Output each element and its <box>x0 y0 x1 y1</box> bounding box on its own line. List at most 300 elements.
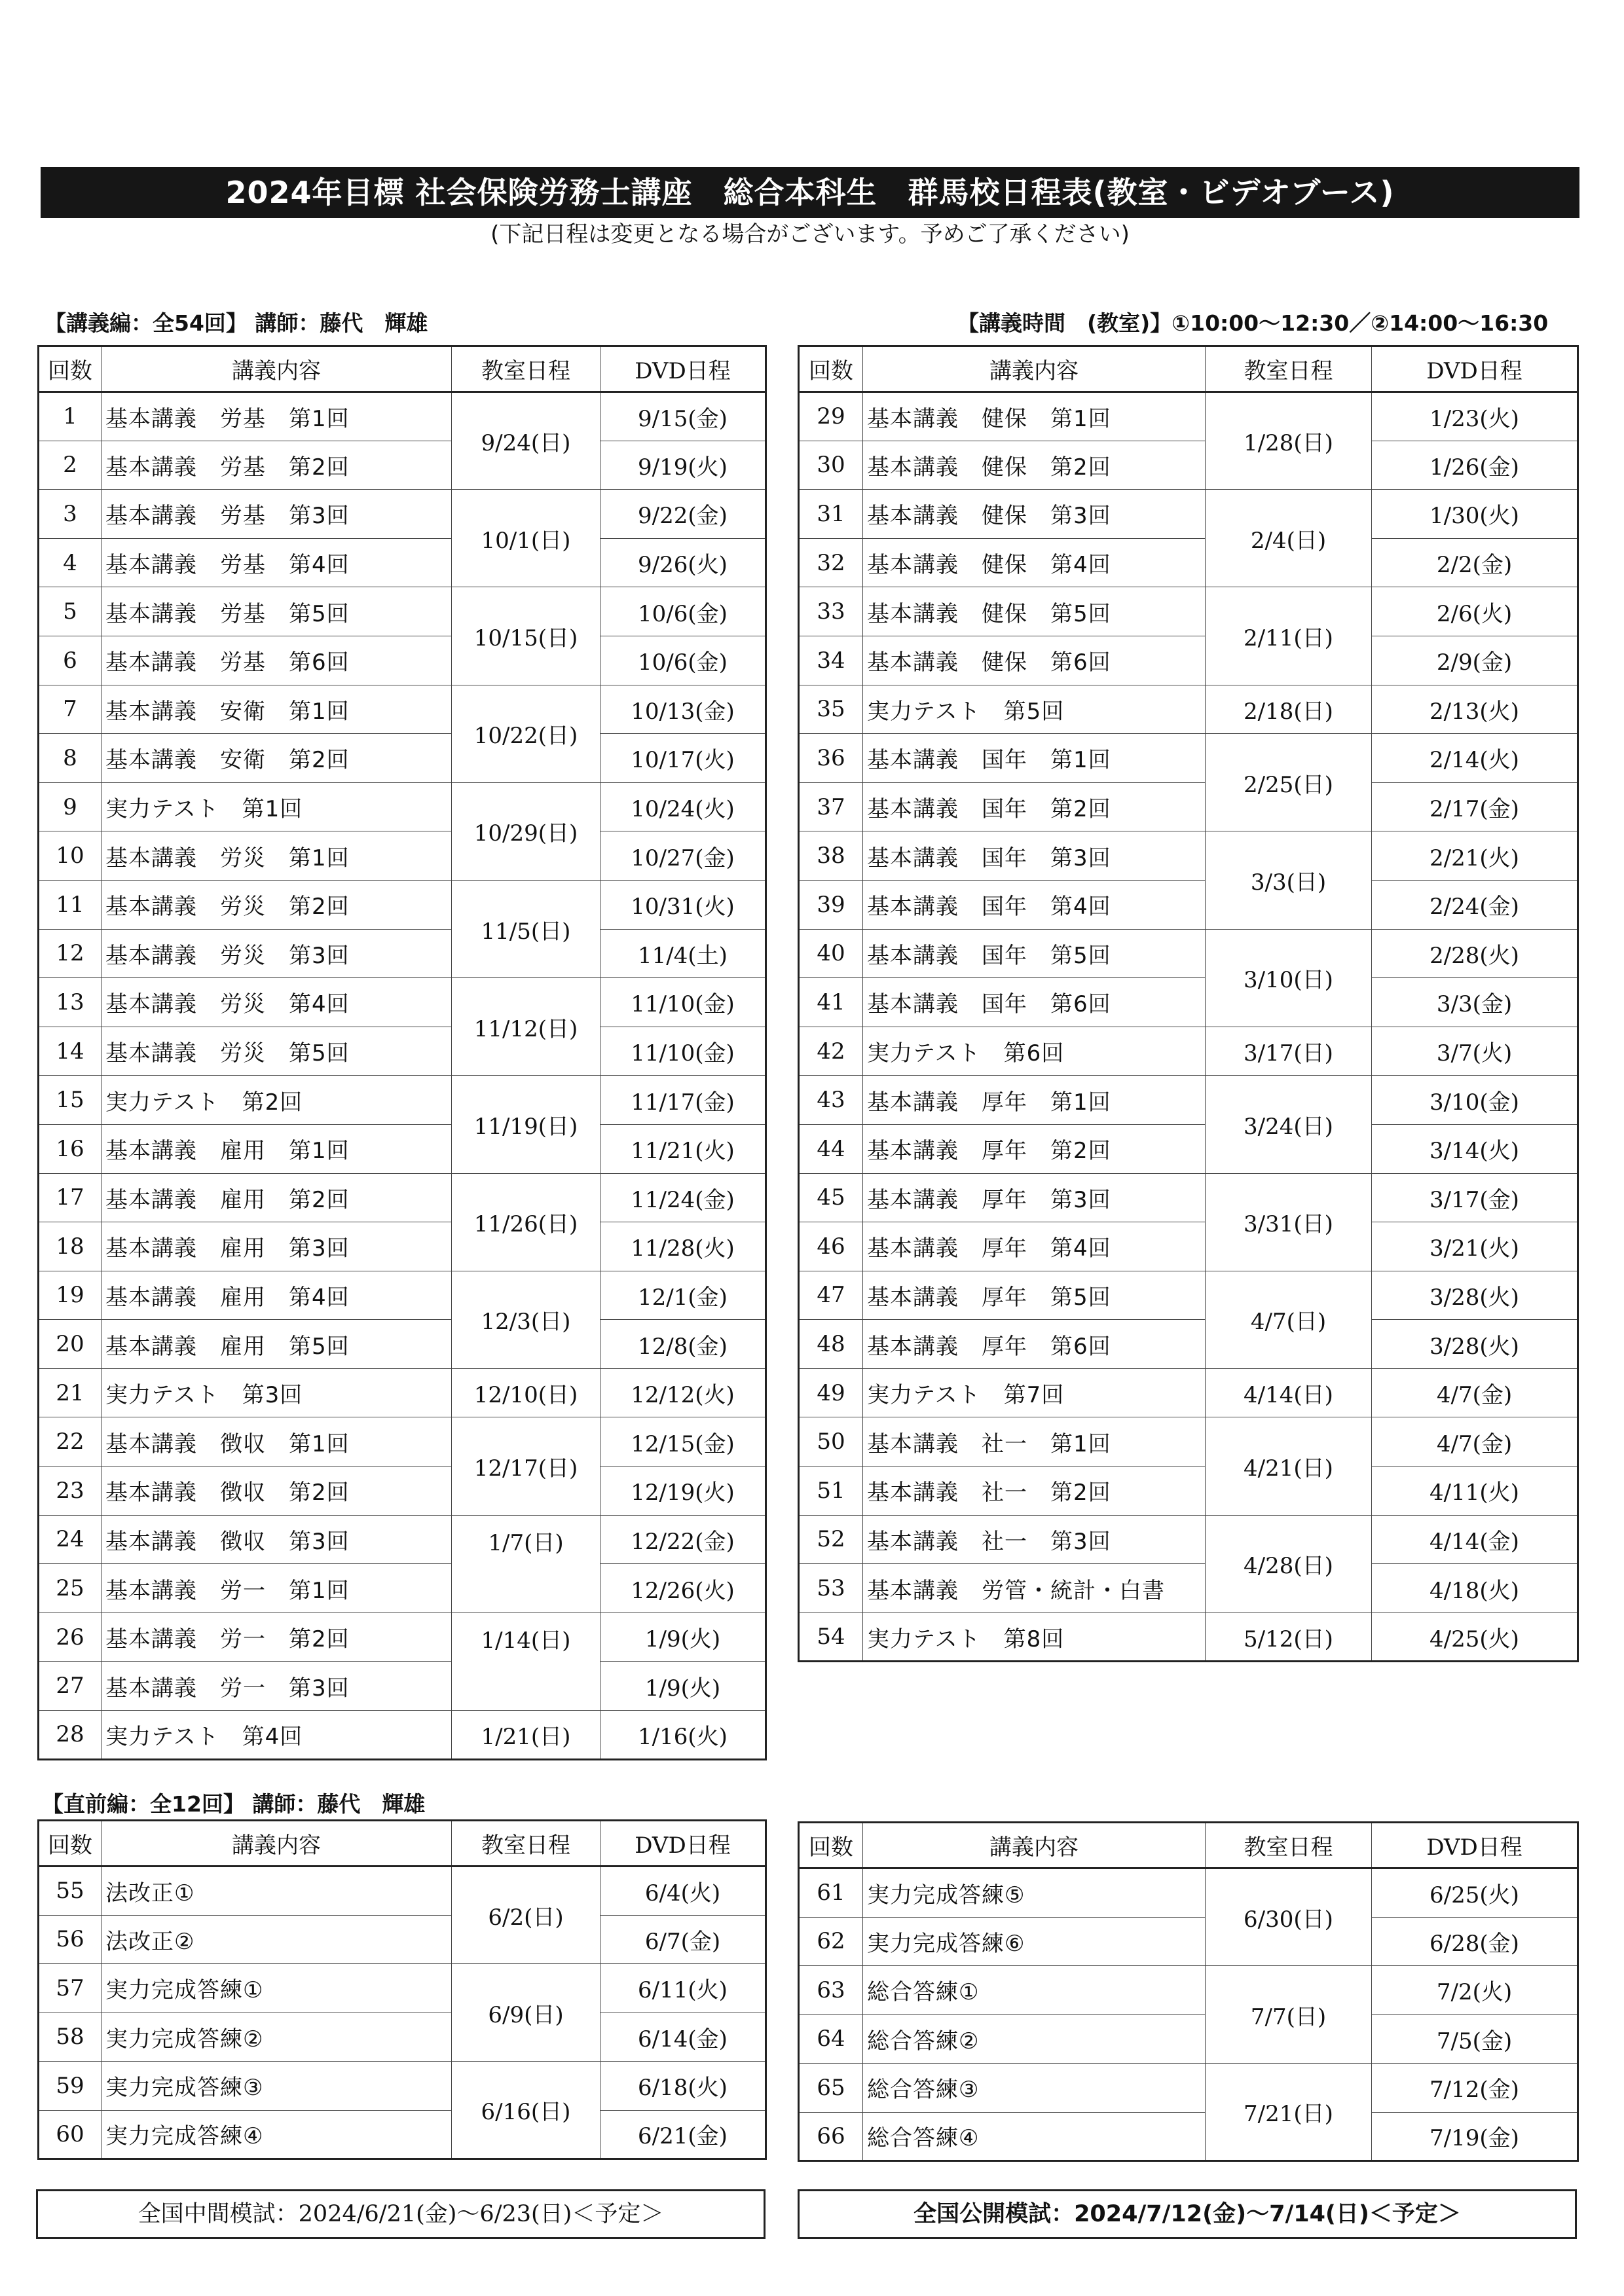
lecture-content: 基本講義 労災 第4回 <box>101 978 452 1027</box>
row-number: 40 <box>799 929 863 978</box>
dvd-date: 1/26(金) <box>1372 441 1578 490</box>
row-number: 26 <box>39 1613 101 1662</box>
dvd-date: 10/31(火) <box>600 880 766 929</box>
row-number: 27 <box>39 1662 101 1711</box>
table-row <box>39 2062 766 2111</box>
lecture-content: 基本講義 健保 第6回 <box>863 636 1206 685</box>
lecture-content: 基本講義 雇用 第5回 <box>101 1320 452 1369</box>
table-row <box>799 1467 1578 1516</box>
table-row <box>39 1613 766 1662</box>
col-header-dvd: DVD日程 <box>600 346 766 392</box>
lecture-content: 基本講義 厚年 第6回 <box>863 1320 1206 1369</box>
final-table-1 <box>37 1819 767 2160</box>
row-number: 64 <box>799 2014 863 2064</box>
row-number: 29 <box>799 392 863 441</box>
dvd-date: 11/10(金) <box>600 1027 766 1076</box>
row-number: 55 <box>39 1867 101 1916</box>
row-number: 44 <box>799 1124 863 1173</box>
lecture-content: 総合答練③ <box>863 2064 1206 2113</box>
classroom-date: 6/2(日) <box>452 1867 600 1964</box>
classroom-date: 7/21(日) <box>1206 2064 1372 2161</box>
lecture-content: 基本講義 雇用 第4回 <box>101 1271 452 1320</box>
lecture-content: 基本講義 労災 第1回 <box>101 831 452 881</box>
lecture-content: 基本講義 国年 第4回 <box>863 880 1206 929</box>
dvd-date: 9/15(金) <box>600 392 766 441</box>
dvd-date: 10/6(金) <box>600 636 766 685</box>
row-number: 46 <box>799 1222 863 1271</box>
dvd-date: 3/7(火) <box>1372 1027 1578 1076</box>
lecture-content: 基本講義 労基 第2回 <box>101 441 452 490</box>
row-number: 33 <box>799 587 863 636</box>
dvd-date: 2/13(火) <box>1372 685 1578 734</box>
row-number: 6 <box>39 636 101 685</box>
row-number: 42 <box>799 1027 863 1076</box>
dvd-date: 6/7(金) <box>600 1915 766 1964</box>
lecture-content: 基本講義 厚年 第1回 <box>863 1076 1206 1125</box>
lecture-content: 基本講義 労一 第2回 <box>101 1613 452 1662</box>
classroom-date: 10/1(日) <box>452 490 600 587</box>
table-row <box>799 490 1578 539</box>
dvd-date: 4/7(金) <box>1372 1417 1578 1467</box>
lecture-content: 実力完成答練② <box>101 2013 452 2062</box>
table-row <box>799 1417 1578 1467</box>
table-row <box>39 1271 766 1320</box>
lecture-content: 基本講義 国年 第6回 <box>863 978 1206 1027</box>
col-header-classroom: 教室日程 <box>452 1821 600 1867</box>
table-row <box>799 1124 1578 1173</box>
table-row <box>39 978 766 1027</box>
dvd-date: 9/22(金) <box>600 490 766 539</box>
col-header-num: 回数 <box>799 346 863 392</box>
row-number: 15 <box>39 1076 101 1125</box>
national-mid-mock-exam: 全国中間模試：2024/6/21(金)～6/23(日)＜予定＞ <box>36 2189 766 2239</box>
table-row <box>799 1222 1578 1271</box>
lecture-section-label: 【講義編：全54回】 講師：藤代 輝雄 <box>45 310 428 336</box>
dvd-date: 10/6(金) <box>600 587 766 636</box>
table-row <box>39 441 766 490</box>
row-number: 34 <box>799 636 863 685</box>
classroom-date: 3/10(日) <box>1206 929 1372 1027</box>
row-number: 61 <box>799 1868 863 1918</box>
lecture-content: 実力テスト 第1回 <box>101 782 452 831</box>
table-row <box>799 1564 1578 1613</box>
dvd-date: 12/12(火) <box>600 1368 766 1417</box>
table-row <box>799 2112 1578 2161</box>
table-row <box>39 685 766 734</box>
classroom-date: 2/18(日) <box>1206 685 1372 734</box>
dvd-date: 3/17(金) <box>1372 1173 1578 1222</box>
row-number: 65 <box>799 2064 863 2113</box>
table-row <box>39 1467 766 1516</box>
dvd-date: 3/10(金) <box>1372 1076 1578 1125</box>
lecture-content: 基本講義 徴収 第1回 <box>101 1417 452 1467</box>
page-subtitle: (下記日程は変更となる場合がございます。予めご了承ください) <box>490 221 1130 247</box>
col-header-content: 講義内容 <box>863 346 1206 392</box>
lecture-content: 基本講義 厚年 第4回 <box>863 1222 1206 1271</box>
table-row <box>799 831 1578 881</box>
row-number: 39 <box>799 880 863 929</box>
lecture-content: 基本講義 健保 第4回 <box>863 538 1206 587</box>
row-number: 41 <box>799 978 863 1027</box>
lecture-content: 基本講義 労基 第6回 <box>101 636 452 685</box>
table-row <box>39 1027 766 1076</box>
col-header-classroom: 教室日程 <box>1206 1823 1372 1868</box>
lecture-content: 基本講義 雇用 第1回 <box>101 1124 452 1173</box>
row-number: 57 <box>39 1964 101 2013</box>
table-row <box>39 636 766 685</box>
lecture-content: 実力完成答練④ <box>101 2110 452 2159</box>
row-number: 17 <box>39 1173 101 1222</box>
table-row <box>39 1173 766 1222</box>
dvd-date: 11/24(金) <box>600 1173 766 1222</box>
dvd-date: 12/15(金) <box>600 1417 766 1467</box>
classroom-date: 6/30(日) <box>1206 1868 1372 1966</box>
table-row <box>39 734 766 783</box>
table-row <box>39 1124 766 1173</box>
dvd-date: 7/12(金) <box>1372 2064 1578 2113</box>
dvd-date: 2/6(火) <box>1372 587 1578 636</box>
dvd-date: 2/21(火) <box>1372 831 1578 881</box>
classroom-date: 1/21(日) <box>452 1711 600 1760</box>
lecture-content: 実力テスト 第5回 <box>863 685 1206 734</box>
lecture-table-2 <box>798 345 1579 1662</box>
classroom-date: 12/17(日) <box>452 1417 600 1515</box>
lecture-content: 基本講義 社一 第3回 <box>863 1515 1206 1564</box>
lecture-content: 基本講義 国年 第5回 <box>863 929 1206 978</box>
table-row <box>799 1868 1578 1918</box>
lecture-content: 基本講義 健保 第3回 <box>863 490 1206 539</box>
dvd-date: 4/18(火) <box>1372 1564 1578 1613</box>
classroom-date: 1/14(日) <box>452 1613 600 1710</box>
lecture-content: 基本講義 国年 第1回 <box>863 734 1206 783</box>
table-row <box>39 929 766 978</box>
row-number: 13 <box>39 978 101 1027</box>
lecture-content: 基本講義 社一 第1回 <box>863 1417 1206 1467</box>
lecture-content: 基本講義 労一 第1回 <box>101 1564 452 1613</box>
table-row <box>799 1917 1578 1966</box>
row-number: 53 <box>799 1564 863 1613</box>
row-number: 18 <box>39 1222 101 1271</box>
classroom-date: 10/29(日) <box>452 782 600 880</box>
lecture-content: 実力テスト 第7回 <box>863 1368 1206 1417</box>
dvd-date: 1/16(火) <box>600 1711 766 1760</box>
final-section-label: 【直前編：全12回】 講師：藤代 輝雄 <box>42 1791 426 1817</box>
classroom-date: 7/7(日) <box>1206 1966 1372 2064</box>
table-row <box>39 1368 766 1417</box>
lecture-content: 基本講義 労災 第5回 <box>101 1027 452 1076</box>
lecture-content: 基本講義 厚年 第2回 <box>863 1124 1206 1173</box>
dvd-date: 4/11(火) <box>1372 1467 1578 1516</box>
dvd-date: 9/19(火) <box>600 441 766 490</box>
lecture-content: 基本講義 健保 第5回 <box>863 587 1206 636</box>
lecture-content: 基本講義 安衛 第1回 <box>101 685 452 734</box>
lecture-content: 実力完成答練⑤ <box>863 1868 1206 1918</box>
final-table-2 <box>798 1821 1579 2162</box>
lecture-content: 実力テスト 第4回 <box>101 1711 452 1760</box>
lecture-content: 基本講義 健保 第1回 <box>863 392 1206 441</box>
row-number: 12 <box>39 929 101 978</box>
row-number: 59 <box>39 2062 101 2111</box>
col-header-dvd: DVD日程 <box>1372 1823 1578 1868</box>
row-number: 8 <box>39 734 101 783</box>
row-number: 60 <box>39 2110 101 2159</box>
dvd-date: 11/21(火) <box>600 1124 766 1173</box>
col-header-classroom: 教室日程 <box>1206 346 1372 392</box>
lecture-content: 実力テスト 第6回 <box>863 1027 1206 1076</box>
dvd-date: 1/23(火) <box>1372 392 1578 441</box>
classroom-date: 4/21(日) <box>1206 1417 1372 1515</box>
row-number: 37 <box>799 782 863 831</box>
classroom-date: 11/19(日) <box>452 1076 600 1173</box>
dvd-date: 2/24(金) <box>1372 880 1578 929</box>
lecture-content: 基本講義 労基 第5回 <box>101 587 452 636</box>
dvd-date: 10/17(火) <box>600 734 766 783</box>
dvd-date: 4/14(金) <box>1372 1515 1578 1564</box>
classroom-date: 4/14(日) <box>1206 1368 1372 1417</box>
lecture-content: 実力完成答練⑥ <box>863 1917 1206 1966</box>
lecture-content: 基本講義 社一 第2回 <box>863 1467 1206 1516</box>
table-row <box>799 1271 1578 1320</box>
lecture-content: 基本講義 雇用 第2回 <box>101 1173 452 1222</box>
table-row <box>39 587 766 636</box>
classroom-date: 1/28(日) <box>1206 392 1372 490</box>
table-row <box>799 685 1578 734</box>
lecture-time-label: 【講義時間 (教室)】①10:00～12:30／②14:00～16:30 <box>957 310 1549 336</box>
classroom-date: 12/3(日) <box>452 1271 600 1368</box>
dvd-date: 3/21(火) <box>1372 1222 1578 1271</box>
table-row <box>39 1915 766 1964</box>
lecture-content: 基本講義 労管・統計・白書 <box>863 1564 1206 1613</box>
col-header-content: 講義内容 <box>101 1821 452 1867</box>
lecture-content: 法改正① <box>101 1867 452 1916</box>
dvd-date: 12/22(金) <box>600 1515 766 1564</box>
lecture-content: 実力テスト 第3回 <box>101 1368 452 1417</box>
dvd-date: 11/17(金) <box>600 1076 766 1125</box>
table-row <box>799 1076 1578 1125</box>
dvd-date: 7/5(金) <box>1372 2014 1578 2064</box>
col-header-dvd: DVD日程 <box>1372 346 1578 392</box>
row-number: 43 <box>799 1076 863 1125</box>
classroom-date: 11/5(日) <box>452 880 600 977</box>
table-row <box>799 2014 1578 2064</box>
table-row <box>799 392 1578 441</box>
table-row <box>799 978 1578 1027</box>
dvd-date: 6/4(火) <box>600 1867 766 1916</box>
table-row <box>799 636 1578 685</box>
classroom-date: 9/24(日) <box>452 392 600 490</box>
table-row <box>39 1076 766 1125</box>
table-row <box>799 1368 1578 1417</box>
dvd-date: 3/28(火) <box>1372 1271 1578 1320</box>
row-number: 54 <box>799 1613 863 1662</box>
row-number: 52 <box>799 1515 863 1564</box>
classroom-date: 10/22(日) <box>452 685 600 782</box>
lecture-content: 実力テスト 第2回 <box>101 1076 452 1125</box>
classroom-date: 6/9(日) <box>452 1964 600 2062</box>
row-number: 50 <box>799 1417 863 1467</box>
classroom-date: 4/7(日) <box>1206 1271 1372 1368</box>
table-row <box>39 490 766 539</box>
classroom-date: 3/31(日) <box>1206 1173 1372 1271</box>
table-row <box>799 441 1578 490</box>
lecture-content: 法改正② <box>101 1915 452 1964</box>
table-row <box>39 1564 766 1613</box>
row-number: 16 <box>39 1124 101 1173</box>
row-number: 45 <box>799 1173 863 1222</box>
dvd-date: 1/9(火) <box>600 1662 766 1711</box>
row-number: 25 <box>39 1564 101 1613</box>
classroom-date: 12/10(日) <box>452 1368 600 1417</box>
dvd-date: 3/14(火) <box>1372 1124 1578 1173</box>
dvd-date: 4/25(火) <box>1372 1613 1578 1662</box>
row-number: 5 <box>39 587 101 636</box>
table-row <box>799 538 1578 587</box>
dvd-date: 10/24(火) <box>600 782 766 831</box>
dvd-date: 6/14(金) <box>600 2013 766 2062</box>
row-number: 24 <box>39 1515 101 1564</box>
table-row <box>39 831 766 881</box>
col-header-content: 講義内容 <box>863 1823 1206 1868</box>
row-number: 11 <box>39 880 101 929</box>
lecture-content: 基本講義 安衛 第2回 <box>101 734 452 783</box>
classroom-date: 2/11(日) <box>1206 587 1372 685</box>
lecture-content: 基本講義 徴収 第3回 <box>101 1515 452 1564</box>
lecture-content: 基本講義 労基 第1回 <box>101 392 452 441</box>
row-number: 66 <box>799 2112 863 2161</box>
row-number: 62 <box>799 1917 863 1966</box>
dvd-date: 10/27(金) <box>600 831 766 881</box>
dvd-date: 6/11(火) <box>600 1964 766 2013</box>
lecture-content: 実力完成答練① <box>101 1964 452 2013</box>
dvd-date: 6/18(火) <box>600 2062 766 2111</box>
lecture-content: 実力完成答練③ <box>101 2062 452 2111</box>
col-header-classroom: 教室日程 <box>452 346 600 392</box>
dvd-date: 12/8(金) <box>600 1320 766 1369</box>
table-row <box>799 1320 1578 1369</box>
dvd-date: 12/19(火) <box>600 1467 766 1516</box>
table-row <box>39 2110 766 2159</box>
table-row <box>39 1711 766 1760</box>
dvd-date: 1/30(火) <box>1372 490 1578 539</box>
lecture-table-1 <box>37 345 767 1760</box>
row-number: 7 <box>39 685 101 734</box>
dvd-date: 10/13(金) <box>600 685 766 734</box>
row-number: 56 <box>39 1915 101 1964</box>
classroom-date: 2/25(日) <box>1206 734 1372 831</box>
row-number: 51 <box>799 1467 863 1516</box>
table-row <box>799 1966 1578 2015</box>
row-number: 63 <box>799 1966 863 2015</box>
lecture-content: 基本講義 厚年 第5回 <box>863 1271 1206 1320</box>
row-number: 3 <box>39 490 101 539</box>
table-row <box>799 1613 1578 1662</box>
table-row <box>39 2013 766 2062</box>
row-number: 30 <box>799 441 863 490</box>
table-row <box>39 1662 766 1711</box>
classroom-date: 3/17(日) <box>1206 1027 1372 1076</box>
dvd-date: 2/14(火) <box>1372 734 1578 783</box>
table-row <box>39 1320 766 1369</box>
dvd-date: 6/21(金) <box>600 2110 766 2159</box>
table-row <box>799 2064 1578 2113</box>
table-row <box>799 929 1578 978</box>
row-number: 21 <box>39 1368 101 1417</box>
lecture-content: 総合答練④ <box>863 2112 1206 2161</box>
dvd-date: 9/26(火) <box>600 538 766 587</box>
table-row <box>799 1515 1578 1564</box>
table-row <box>39 1964 766 2013</box>
row-number: 14 <box>39 1027 101 1076</box>
table-row <box>39 1515 766 1564</box>
lecture-content: 基本講義 健保 第2回 <box>863 441 1206 490</box>
lecture-content: 基本講義 労一 第3回 <box>101 1662 452 1711</box>
classroom-date: 11/26(日) <box>452 1173 600 1271</box>
dvd-date: 6/28(金) <box>1372 1917 1578 1966</box>
classroom-date: 3/3(日) <box>1206 831 1372 929</box>
table-row <box>39 1417 766 1467</box>
table-row <box>799 587 1578 636</box>
lecture-content: 基本講義 労災 第2回 <box>101 880 452 929</box>
dvd-date: 4/7(金) <box>1372 1368 1578 1417</box>
table-row <box>39 538 766 587</box>
dvd-date: 2/9(金) <box>1372 636 1578 685</box>
table-row <box>799 1027 1578 1076</box>
row-number: 1 <box>39 392 101 441</box>
classroom-date: 2/4(日) <box>1206 490 1372 587</box>
classroom-date: 4/28(日) <box>1206 1515 1372 1613</box>
row-number: 32 <box>799 538 863 587</box>
dvd-date: 2/17(金) <box>1372 782 1578 831</box>
dvd-date: 11/10(金) <box>600 978 766 1027</box>
row-number: 19 <box>39 1271 101 1320</box>
col-header-dvd: DVD日程 <box>600 1821 766 1867</box>
col-header-num: 回数 <box>39 346 101 392</box>
dvd-date: 1/9(火) <box>600 1613 766 1662</box>
row-number: 36 <box>799 734 863 783</box>
row-number: 31 <box>799 490 863 539</box>
row-number: 20 <box>39 1320 101 1369</box>
dvd-date: 11/4(土) <box>600 929 766 978</box>
dvd-date: 12/1(金) <box>600 1271 766 1320</box>
dvd-date: 12/26(火) <box>600 1564 766 1613</box>
classroom-date: 11/12(日) <box>452 978 600 1076</box>
row-number: 28 <box>39 1711 101 1760</box>
table-row <box>799 1173 1578 1222</box>
dvd-date: 2/2(金) <box>1372 538 1578 587</box>
lecture-content: 基本講義 徴収 第2回 <box>101 1467 452 1516</box>
classroom-date: 1/7(日) <box>452 1515 600 1613</box>
row-number: 38 <box>799 831 863 881</box>
table-row <box>39 392 766 441</box>
col-header-content: 講義内容 <box>101 346 452 392</box>
dvd-date: 2/28(火) <box>1372 929 1578 978</box>
dvd-date: 7/2(火) <box>1372 1966 1578 2015</box>
classroom-date: 6/16(日) <box>452 2062 600 2159</box>
row-number: 4 <box>39 538 101 587</box>
dvd-date: 7/19(金) <box>1372 2112 1578 2161</box>
table-row <box>39 880 766 929</box>
dvd-date: 11/28(火) <box>600 1222 766 1271</box>
table-row <box>799 880 1578 929</box>
classroom-date: 10/15(日) <box>452 587 600 685</box>
row-number: 2 <box>39 441 101 490</box>
lecture-content: 基本講義 厚年 第3回 <box>863 1173 1206 1222</box>
lecture-content: 実力テスト 第8回 <box>863 1613 1206 1662</box>
lecture-content: 総合答練② <box>863 2014 1206 2064</box>
page-title: 2024年目標 社会保険労務士講座 総合本科生 群馬校日程表(教室・ビデオブース) <box>41 167 1579 218</box>
row-number: 9 <box>39 782 101 831</box>
row-number: 10 <box>39 831 101 881</box>
